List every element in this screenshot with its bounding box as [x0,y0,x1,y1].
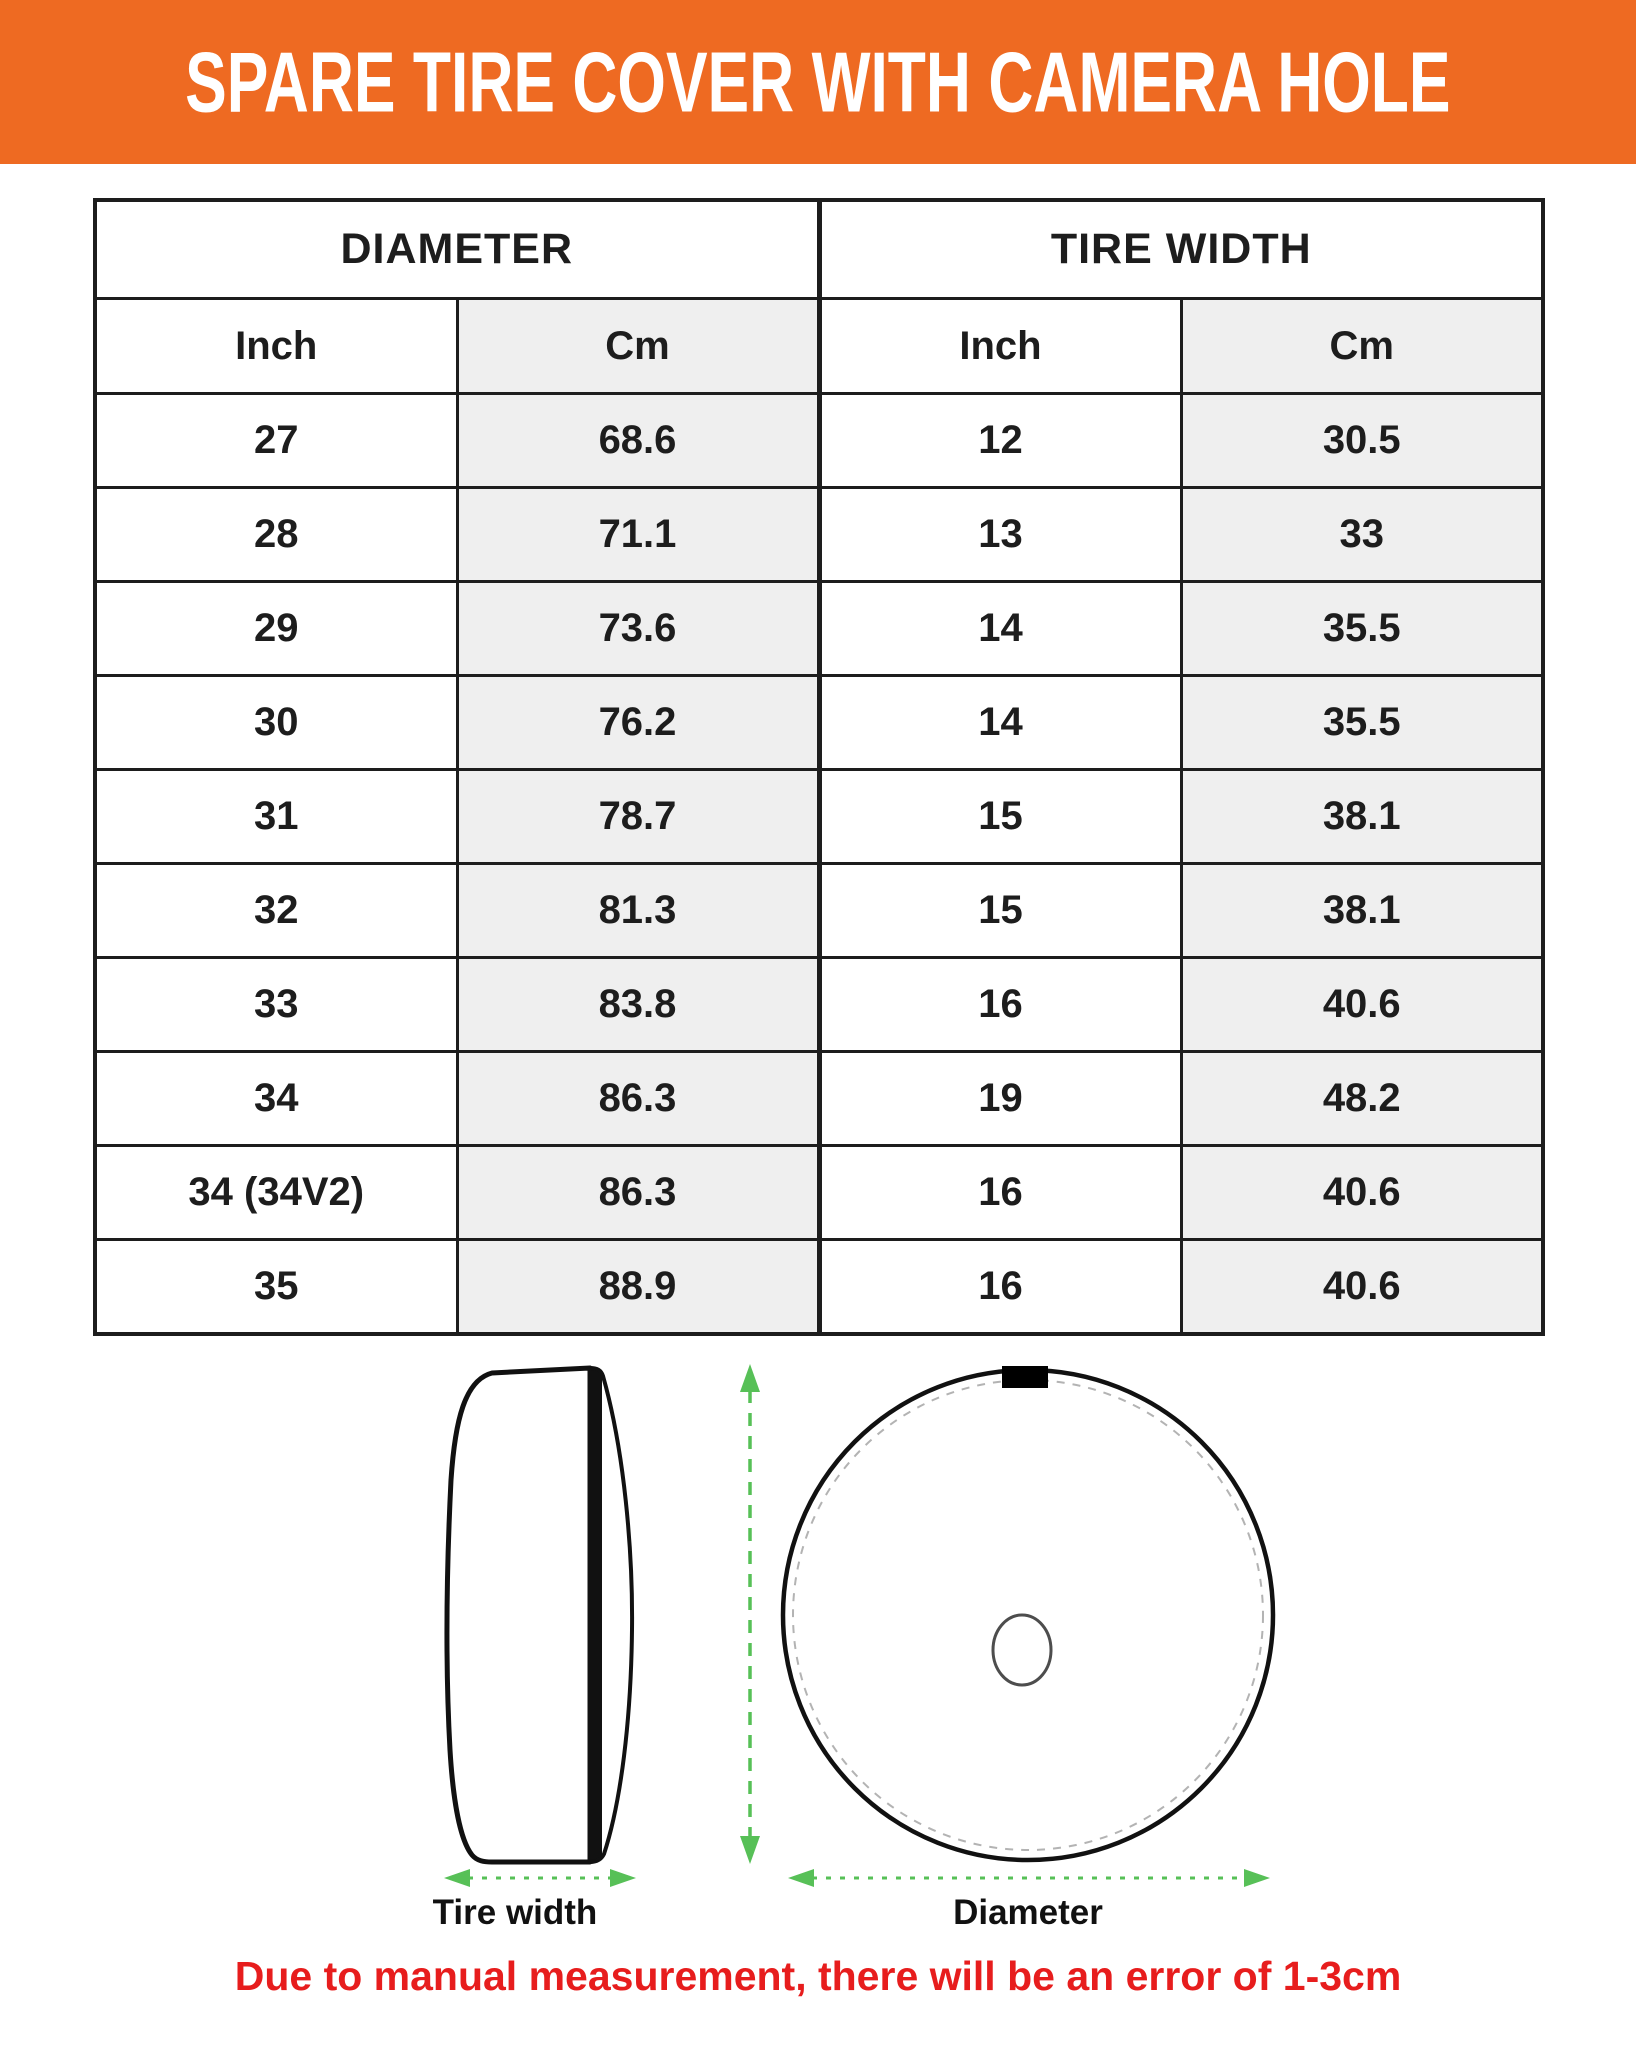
tire-front-view [783,1366,1273,1860]
table-row [95,770,1543,864]
table-cell: 15 [819,864,1181,958]
table-cell: 28 [95,488,457,582]
table-cell: 71.1 [457,488,819,582]
table-row [95,488,1543,582]
table-cell: 19 [819,1052,1181,1146]
table-cell: 15 [819,770,1181,864]
table-row [95,394,1543,488]
table-cell: 33 [95,958,457,1052]
table-cell: 16 [819,1240,1181,1335]
table-cell: 12 [819,394,1181,488]
table-cell: 38.1 [1181,864,1543,958]
camera-hole-marker [1002,1366,1048,1388]
column-header-diameter-inch: Inch [95,299,457,394]
table-row [95,676,1543,770]
table-cell: 33 [1181,488,1543,582]
table-cell: 76.2 [457,676,819,770]
measurement-diagram [0,1330,1636,1890]
table-cell: 68.6 [457,394,819,488]
table-cell: 40.6 [1181,958,1543,1052]
table-cell: 35 [95,1240,457,1335]
table-cell: 16 [819,958,1181,1052]
table-cell: 35.5 [1181,676,1543,770]
table-row [95,1240,1543,1335]
table-cell: 30 [95,676,457,770]
table-cell: 16 [819,1146,1181,1240]
table-row [95,864,1543,958]
table-cell: 14 [819,676,1181,770]
diameter-dimension-arrow-horizontal [788,1869,1270,1887]
table-cell: 38.1 [1181,770,1543,864]
column-header-width-cm: Cm [1181,299,1543,394]
tire-width-label: Tire width [432,1893,598,1932]
table-cell: 81.3 [457,864,819,958]
size-table [93,198,1545,1336]
table-cell: 32 [95,864,457,958]
table-cell: 34 [95,1052,457,1146]
group-header-diameter: DIAMETER [95,200,819,299]
table-cell: 14 [819,582,1181,676]
page-title: SPARE TIRE COVER WITH CAMERA HOLE [185,33,1451,130]
tire-width-dimension-arrow [444,1869,636,1887]
group-header-tire-width: TIRE WIDTH [819,200,1543,299]
table-row [95,1146,1543,1240]
table-row [95,582,1543,676]
tire-side-view [447,1368,632,1862]
column-header-diameter-cm: Cm [457,299,819,394]
table-cell: 40.6 [1181,1240,1543,1335]
hub-hole [993,1615,1051,1685]
header-banner [0,0,1636,164]
table-cell: 78.7 [457,770,819,864]
table-cell: 35.5 [1181,582,1543,676]
diameter-dimension-arrow-vertical [740,1364,760,1864]
table-cell: 27 [95,394,457,488]
diameter-label: Diameter [953,1893,1103,1932]
table-cell: 86.3 [457,1052,819,1146]
table-cell: 48.2 [1181,1052,1543,1146]
table-cell: 31 [95,770,457,864]
table-row [95,958,1543,1052]
group-header-row [95,200,1543,299]
table-cell: 30.5 [1181,394,1543,488]
table-cell: 34 (34V2) [95,1146,457,1240]
column-header-row [95,299,1543,394]
table-cell: 73.6 [457,582,819,676]
table-cell: 40.6 [1181,1146,1543,1240]
column-header-width-inch: Inch [819,299,1181,394]
table-cell: 29 [95,582,457,676]
table-cell: 88.9 [457,1240,819,1335]
table-cell: 86.3 [457,1146,819,1240]
table-row [95,1052,1543,1146]
measurement-note: Due to manual measurement, there will be an error of 1-3cm [234,1953,1402,1999]
table-cell: 13 [819,488,1181,582]
table-cell: 83.8 [457,958,819,1052]
